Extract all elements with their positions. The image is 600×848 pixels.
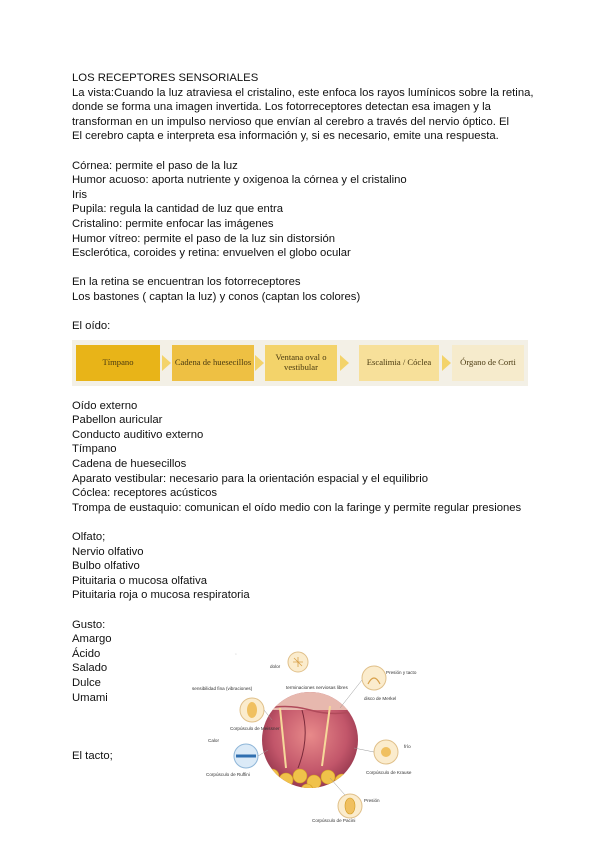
oido-heading: El oído:: [72, 320, 111, 333]
dolor-label: dolor: [270, 664, 281, 669]
merkel-label: disco de Merkel: [364, 696, 397, 701]
presion-label: Presión: [364, 798, 380, 803]
flow-step-coclea: [359, 345, 439, 381]
flow-step-label: Cadena de huesecillos: [174, 357, 252, 368]
ear-part-item: Oído externo: [72, 399, 138, 412]
flow-step-ventana-oval: [265, 345, 337, 381]
flow-step-label: Tímpano: [102, 357, 134, 368]
flow-step-label: Órgano de Corti: [460, 357, 516, 368]
flow-arrow-icon: [162, 355, 171, 371]
svg-text:⋆: ⋆: [234, 652, 238, 658]
ear-part-item: Aparato vestibular: necesario para la orientación espacial y el equilibrio: [72, 472, 429, 485]
eye-part-item: Humor acuoso: aporta nutriente y oxigenoa la córnea y el cristalino: [72, 174, 407, 187]
frio-label: frío: [404, 744, 411, 749]
vista-paragraph-line: El cerebro capta e interpreta esa información y, si es necesario, emite una respuesta.: [72, 130, 499, 143]
pacini-label: Corpúsculo de Pacini: [312, 818, 356, 823]
terminaciones-label: terminaciones nerviosas libres: [286, 685, 348, 690]
flow-step-label: Ventana oval o vestibular: [275, 352, 327, 372]
ear-part-item: Conducto auditivo externo: [72, 428, 204, 441]
ear-part-item: Tímpano: [72, 443, 117, 456]
taste-item: Amargo: [72, 633, 112, 646]
taste-item: Ácido: [72, 647, 101, 660]
ear-part-item: Trompa de eustaquio: comunican el oído medio con la faringe y permite regular presiones: [72, 501, 522, 514]
flow-step-huesecillos: [172, 345, 254, 381]
eye-part-item: Humor vítreo: permite el paso de la luz sin distorsión: [72, 232, 336, 245]
retina-line: Los bastones ( captan la luz) y conos (captan los colores): [72, 290, 361, 303]
flow-step-timpano: [76, 345, 160, 381]
meissner-label: Corpúsculo de Meissner: [230, 726, 280, 731]
flow-arrow-icon: [340, 355, 349, 371]
gusto-heading: Gusto:: [72, 618, 106, 631]
taste-item: Umami: [72, 691, 108, 704]
tacto-heading: El tacto;: [72, 749, 113, 762]
flow-arrow-icon: [255, 355, 264, 371]
olfato-item: Bulbo olfativo: [72, 560, 140, 573]
flow-step-corti: [452, 345, 524, 381]
krause-label: Corpúsculo de Krause: [366, 770, 412, 775]
taste-item: Dulce: [72, 676, 101, 689]
eye-part-item: Pupila: regula la cantidad de luz que entra: [72, 203, 284, 216]
olfato-heading: Olfato;: [72, 531, 106, 544]
document-title: LOS RECEPTORES SENSORIALES: [72, 72, 259, 84]
olfato-item: Nervio olfativo: [72, 545, 144, 558]
eye-part-item: Cristalino: permite enfocar las imágenes: [72, 217, 274, 230]
eye-part-item: Córnea: permite el paso de la luz: [72, 159, 238, 172]
taste-item: Salado: [72, 662, 108, 675]
retina-line: En la retina se encuentran los fotorreceptores: [72, 276, 301, 289]
ear-part-item: Cadena de huesecillos: [72, 458, 187, 471]
eye-part-item: Iris: [72, 188, 88, 201]
vista-paragraph-line: La vista:Cuando la luz atraviesa el cristalino, este enfoca los rayos lumínicos sobre la retina,: [72, 86, 534, 99]
olfato-item: Pituitaria roja o mucosa respiratoria: [72, 589, 250, 602]
ear-part-item: Pabellon auricular: [72, 414, 163, 427]
vista-paragraph-line: transforman en un impulso nervioso que envían al cerebro a través del nervio óptico. El: [72, 115, 510, 128]
flow-step-label: Escalimia / Cóclea: [366, 357, 432, 368]
hearing-flow-diagram: [72, 340, 528, 386]
ear-part-item: Cóclea: receptores acústicos: [72, 487, 218, 500]
skin-receptors-diagram: [190, 648, 428, 824]
calor-label: Calor: [208, 738, 219, 743]
flow-arrow-icon: [442, 355, 451, 371]
ruffini-label: Corpúsculo de Ruffini: [206, 772, 250, 777]
olfato-item: Pituitaria o mucosa olfativa: [72, 574, 208, 587]
sensibilidad-label: sensibilidad fina (vibraciones): [192, 686, 253, 691]
eye-part-item: Esclerótica, coroides y retina: envuelven el globo ocular: [72, 247, 351, 260]
vista-paragraph-line: donde se forma una imagen invertida. Los fotorreceptores detectan esa imagen y la: [72, 101, 491, 114]
presion-tacto-label: Presión y tacto: [386, 670, 417, 675]
